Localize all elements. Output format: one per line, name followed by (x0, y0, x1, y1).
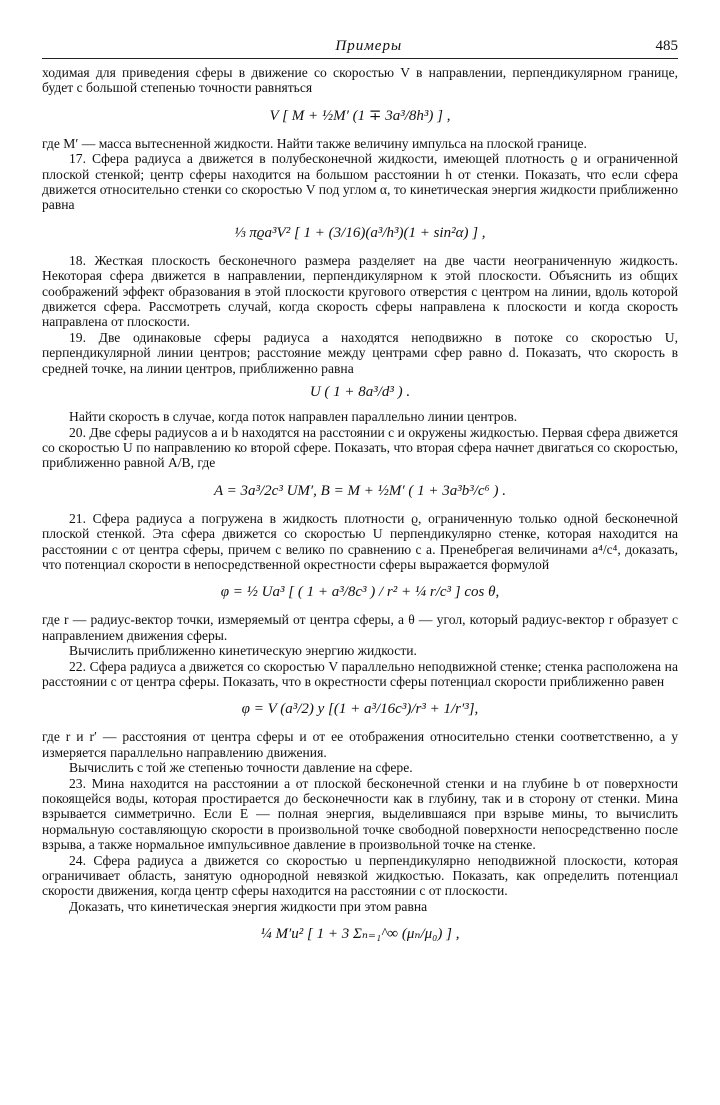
paragraph-displaced-mass: где M′ — масса вытесненной жидкости. Найти также величину импульса на плоской границе. (42, 135, 587, 151)
page-header (42, 38, 678, 59)
problem-20: 20. Две сферы радиусов a и b находятся на расстоянии c и окружены жидкостью. Первая сфера движется со скоростью U по направлению ко второй сфере. Показать, что вторая сфера начнет двигаться со скоростью, приближенно равной A/B, где (42, 424, 678, 471)
paragraph-intro: ходимая для приведения сферы в движение со скоростью V в направлении, перпендикулярном границе, будет с большой степенью точности равняться (42, 65, 678, 96)
problem-23: 23. Мина находится на расстоянии a от плоской бесконечной стенки и на глубине b от поверхности покоящейся воды, которая простирается до бесконечности как в глубину, так и в сторону от стенки. Мина взрывается симметрично. Если E — полная энергия, выделившаяся при взрыве мины, то вычислить нормальную составляющую скорости в произвольной точке свободной поверхности непосредственно после взрыва, а также нормальное импульсивное давление в произвольной точке на стенке. (42, 775, 678, 853)
problem-17: 17. Сфера радиуса a движется в полубесконечной жидкости, имеющей плотность ϱ и ограниченной плоской стенкой; центр сферы находится на большом расстоянии h от стенки. Показать, что если сфера движется относительно стенки со скоростью V под углом α, то кинетическая энергия жидкости приближенно равна (42, 151, 678, 213)
paragraph-radius-vector: где r — радиус-вектор точки, измеряемый от центра сферы, а θ — угол, который радиус-вектор r образует с направлением движения сферы. (42, 612, 678, 643)
page-number: 485 (655, 38, 678, 54)
formula-velocity-19: U ( 1 + 8a³/d³ ) . (309, 384, 411, 401)
paragraph-parallel-flow: Найти скорость в случае, когда поток направлен параллельно линии центров. (69, 409, 518, 425)
problem-18: 18. Жесткая плоскость бесконечного размера разделяет на две части неограниченную жидкость. Некоторая сфера движется в направлении, перпендикулярном к этой плоскости. Объяснить из общих соображений эффект образования в этой плоскости кругового отверстия с центром на линии, вдоль которой движется сфера. Рассмотреть случай, когда скорость сферы направлена к плоскости и когда скорость направлена от плоскости. (42, 252, 678, 330)
formula-a-b-20: A = 3a³/2c³ UM′, B = M + ½M′ ( 1 + 3a³b³/c⁶ ) . (213, 482, 507, 499)
formula-kinetic-energy-17: ⅓ πϱa³V² [ 1 + (3/16)(a³/h³)(1 + sin²α) ] , (234, 224, 486, 241)
formula-potential-21: φ = ½ Ua³ [ ( 1 + a³/8c³ ) / r² + ¼ r/c³ ] cos θ, (220, 584, 500, 601)
paragraph-distances: где r и r′ — расстояния от центра сферы и от ее отображения относительно стенки соответственно, а y измеряется параллельно направлению движения. (42, 729, 678, 760)
book-page (42, 38, 678, 954)
paragraph-compute-pressure: Вычислить с той же степенью точности давление на сфере. (69, 760, 413, 776)
paragraph-compute-energy: Вычислить приближенно кинетическую энергию жидкости. (69, 643, 417, 659)
problem-24: 24. Сфера радиуса a движется со скоростью u перпендикулярно неподвижной плоскости, которая ограничивает область, занятую однородной невязкой жидкостью. Показать, как определить потенциал скорости движения, когда центр сферы находится на расстоянии c от плоскости. (42, 852, 678, 899)
problem-21: 21. Сфера радиуса a погружена в жидкость плотности ϱ, ограниченную только одной бесконечной плоской стенкой. Эта сфера движется со скоростью U перпендикулярно стенке, которая находится на расстоянии c от центра сферы, причем c велико по сравнению с a. Пренебрегая величинами a⁴/c⁴, доказать, что потенциал скорости в непосредственной окрестности сферы выражается формулой (42, 510, 678, 572)
formula-momentum: V [ M + ½M′ (1 ∓ 3a³/8h³) ] , (269, 107, 451, 124)
paragraph-prove-energy: Доказать, что кинетическая энергия жидкости при этом равна (69, 898, 428, 914)
formula-potential-22: φ = V (a³/2) y [(1 + a³/16c³)/r³ + 1/r′³], (241, 701, 479, 718)
formula-kinetic-energy-24: ¼ M′u² [ 1 + 3 Σₙ₌₁^∞ (μₙ/μ₀) ] , (260, 926, 460, 943)
problem-19: 19. Две одинаковые сферы радиуса a находятся неподвижно в потоке со скоростью U, перпендикулярной линии центров; расстояние между центрами сфер равно d. Показать, что скорость в средней точке, на линии центров, приближенно равна (42, 329, 678, 376)
problem-22: 22. Сфера радиуса a движется со скоростью V параллельно неподвижной стенке; стенка расположена на расстоянии c от центра сферы. Показать, что в окрестности сферы потенциал скорости приближенно равен (42, 658, 678, 689)
running-title: Примеры (335, 38, 403, 54)
